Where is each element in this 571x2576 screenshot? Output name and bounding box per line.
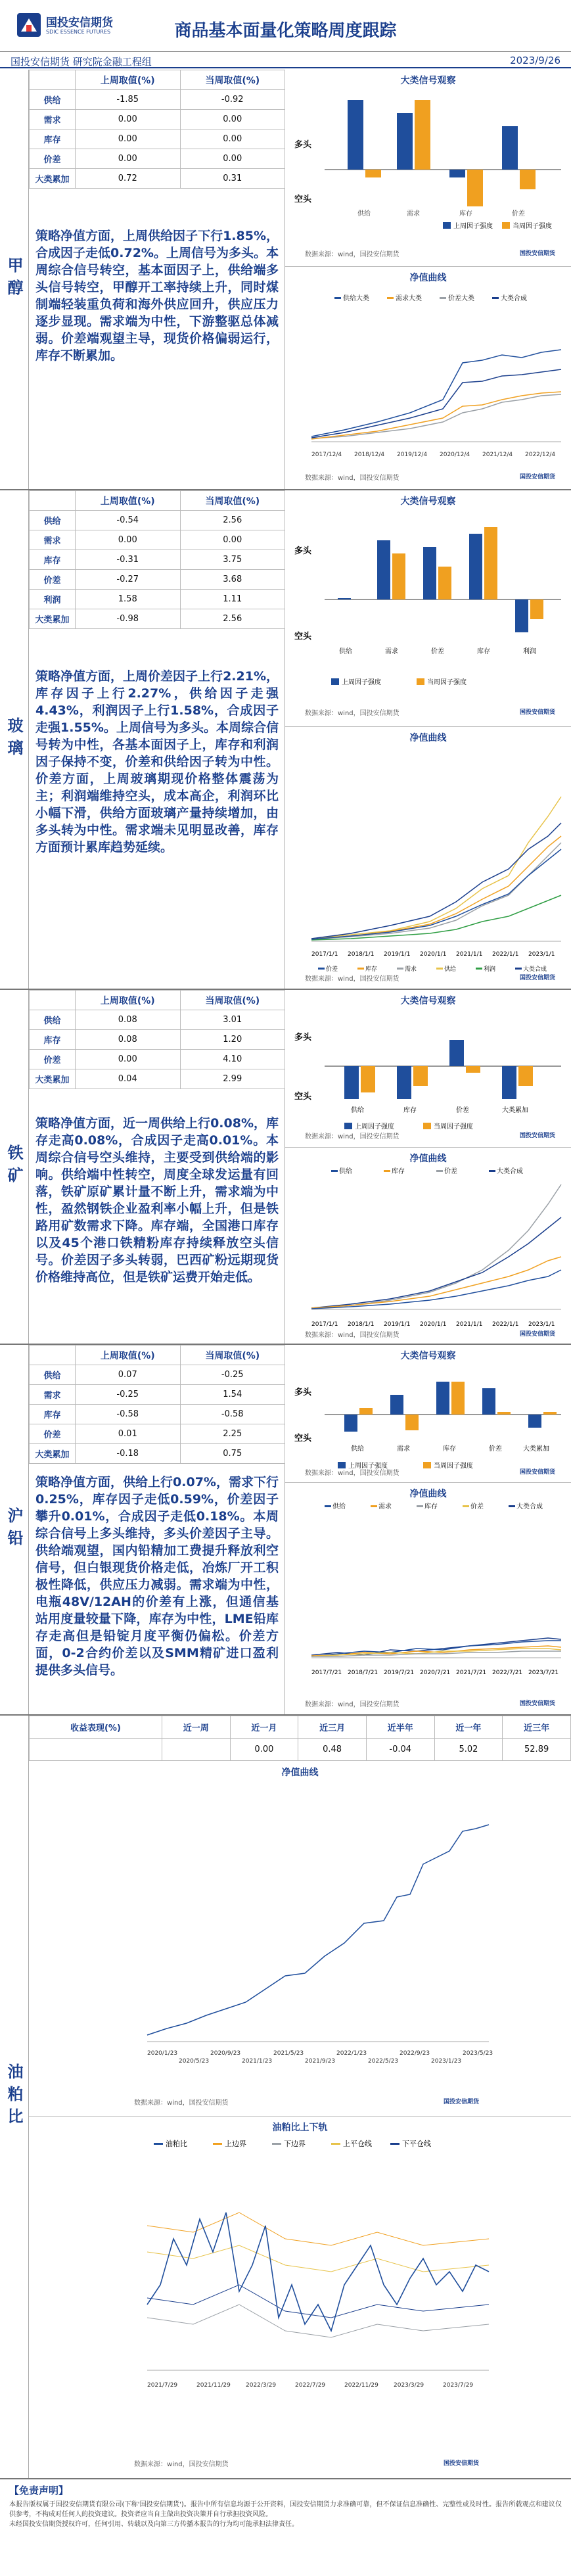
strategy-text: 策略净值方面，近一周供给上行0.08%，库存走高0.08%，合成因子走高0.01%。本周综合信号空头维持，主要受到供给端的影响。供给端中性转空，周度全球发运量有回落，铁矿原矿累计量不断上升，需求端为中性，盈然钢铁企业盈利率小幅上升，但是铁路用矿数需求下降。库存端，全国港口库存以及45个港口铁精粉库存持续释放空头信号。价差因子多头转弱，巴西矿粉远期现货价格维持高位，但是铁矿运费开始走低。 xyxy=(35,1116,279,1284)
svg-text:利润: 利润 xyxy=(484,966,496,973)
mini-logo: 国投安信期货 xyxy=(443,2460,479,2467)
source-note: 数据来源：wind，国投安信期货 xyxy=(134,2461,229,2468)
section-label: 铁矿 xyxy=(0,990,29,1344)
bar-spread-this xyxy=(520,170,536,189)
bar-chart-svg xyxy=(285,1007,571,1138)
disclaimer-paragraph: 本报告版权属于国投安信期货有限公司(下称'国投安信期货')。报告中所有信息均源于公开资料，国投安信期货力求准确可靠，但不保证信息准确性、完整性或及时性。报告所载观点和建议仅供参考，不构成对任何人的投资建议。投资者应当自主做出投资决策并自行承担投资风险。 xyxy=(9,2501,562,2518)
svg-text:2017/7/21: 2017/7/21 xyxy=(311,1670,342,1676)
svg-text:2021/7/21: 2021/7/21 xyxy=(456,1670,487,1676)
svg-text:2021/1/1: 2021/1/1 xyxy=(456,951,483,958)
svg-text:2017/1/1: 2017/1/1 xyxy=(311,1321,338,1328)
svg-text:供给: 供给 xyxy=(339,648,352,655)
net-value-chart: 净值曲线 供给大类 需求大类 价差大类 大类合成 2017/12/4 2018/12/4 2019/12/4 2020/12/4 2021/12/4 2022/12/4 数据来源：wind，国投安信期货 国投安信期货 xyxy=(285,267,571,490)
signal-bar-chart: 大类信号观察 多头 空头 供给 库存 价差 大类累加 上周因子强度 当周因子强度 数据来源：wind，国投安信期货 国投安信期货 xyxy=(285,990,571,1148)
signal-bar-chart: 大类信号观察 多头 空头 供给 需求 库存 价差 大类累加 上周因子强度 当周因子强度 数据来源：wind，国投安信期货 国投安信期货 xyxy=(285,1345,571,1483)
table-row: 供给 0.08 3.01 xyxy=(30,1010,285,1030)
svg-text:供给: 供给 xyxy=(357,210,371,218)
svg-text:2023/5/23: 2023/5/23 xyxy=(463,2050,493,2057)
svg-text:2017/1/1: 2017/1/1 xyxy=(311,951,338,958)
disclaimer xyxy=(0,2478,571,2576)
svg-text:价差: 价差 xyxy=(444,1168,457,1175)
section-left-panel xyxy=(29,70,285,489)
net-value-chart: 净值曲线 供给 库存 价差 大类合成 2017/1/1 2018/1/1 2019/1/1 2020/1/1 2021/1/1 2022/1/1 2023/1/1 数据来源：wind，国投安信期货 国投安信期货 xyxy=(285,1148,571,1345)
department-label: 国投安信期货 研究院金融工程组 xyxy=(11,56,152,68)
section-left-panel xyxy=(29,490,285,989)
signal-bar-chart: 大类信号观察 多头 空头 供给 需求 库存 价差 上周因子强度 当周因子强度 数据来源：wind，国投安信期货 国投安信期货 xyxy=(285,70,571,267)
signal-table: 上周取值(%) 当周取值(%) 供给 -1.85 -0.92 需求 0.00 0.00 库存 0.00 0.00 价差 0.00 0.00 大类累加 0.72 0.31 xyxy=(29,70,285,189)
table-row: 供给 -1.85 -0.92 xyxy=(30,90,285,110)
mini-logo: 国投安信期货 xyxy=(519,1700,555,1707)
svg-text:2022/9/23: 2022/9/23 xyxy=(400,2050,430,2057)
svg-text:2019/1/1: 2019/1/1 xyxy=(384,951,411,958)
svg-text:大类合成: 大类合成 xyxy=(523,966,547,973)
svg-text:2018/1/1: 2018/1/1 xyxy=(348,1321,375,1328)
svg-text:大类累加: 大类累加 xyxy=(523,1445,549,1453)
svg-text:需求: 需求 xyxy=(385,648,398,655)
svg-text:空头: 空头 xyxy=(294,1092,312,1102)
section-label: 甲醇 xyxy=(0,70,29,489)
svg-text:库存: 库存 xyxy=(459,210,472,218)
svg-text:2021/12/4: 2021/12/4 xyxy=(482,452,513,458)
svg-text:2021/7/29: 2021/7/29 xyxy=(147,2382,178,2389)
bar-demand-last xyxy=(397,113,413,170)
svg-text:供给大类: 供给大类 xyxy=(343,295,369,302)
svg-text:2019/7/21: 2019/7/21 xyxy=(384,1670,415,1676)
bar-chart-svg xyxy=(285,87,571,258)
svg-text:2018/12/4: 2018/12/4 xyxy=(354,452,385,458)
source-note: 数据来源：wind，国投安信期货 xyxy=(134,2099,229,2107)
svg-text:2021/5/23: 2021/5/23 xyxy=(273,2050,304,2057)
svg-text:多头: 多头 xyxy=(294,140,312,150)
oil-signal-chart: 油粕比上下轨 油粕比 上边界 下边界 上平仓线 下平仓线 2021/7/29 2021/11/29 2022/3/29 2022/7/29 2022/11/29 2023/3/29 2023/7/29 数据来源：wind，国投安信期货 国投安信期货 xyxy=(29,2117,571,2478)
section-lead xyxy=(0,1345,571,1716)
signal-bar-chart: 大类信号观察 多头 空头 供给 需求 价差 库存 利润 上周因子强度 当周因子强度 数据来源：wind，国投安信期货 国投安信期货 xyxy=(285,490,571,727)
bar-chart-svg xyxy=(285,507,571,718)
company-name-en: SDIC ESSENCE FUTURES xyxy=(46,29,111,35)
section-label: 沪铅 xyxy=(0,1345,29,1714)
svg-text:需求: 需求 xyxy=(407,210,420,218)
svg-text:上平仓线: 上平仓线 xyxy=(343,2140,372,2148)
bar-supply-last xyxy=(348,100,363,170)
section-iron-ore xyxy=(0,990,571,1345)
svg-text:需求大类: 需求大类 xyxy=(396,295,422,302)
section-right-panel xyxy=(285,1345,571,1714)
table-row: 收益表现(%) 近一周 近一月 近三月 近半年 近一年 近三年 xyxy=(30,1716,571,1739)
signal-table: 上周取值(%) 当周取值(%) 供给 0.07 -0.25 需求 -0.25 1.54 库存 -0.58 -0.58 价差 0.01 2.25 大类累加 -0.18 0.75 xyxy=(29,1345,285,1464)
svg-text:大类合成: 大类合成 xyxy=(516,1503,543,1510)
svg-text:下边界: 下边界 xyxy=(284,2140,306,2148)
section-oil-meal-ratio xyxy=(0,1716,571,2478)
svg-text:上周因子强度: 上周因子强度 xyxy=(355,1123,394,1131)
mini-logo: 国投安信期货 xyxy=(519,474,555,480)
svg-text:价差: 价差 xyxy=(512,210,525,218)
source-note: 数据来源：wind，国投安信期货 xyxy=(305,1133,400,1140)
bar-supply-this xyxy=(365,170,381,177)
report-date: 2023/9/26 xyxy=(510,55,560,66)
svg-text:2023/3/29: 2023/3/29 xyxy=(394,2382,424,2389)
svg-text:供给: 供给 xyxy=(332,1503,346,1510)
table-row: 库存 0.00 0.00 xyxy=(30,129,285,149)
svg-text:2017/12/4: 2017/12/4 xyxy=(311,452,342,458)
svg-text:上周因子强度: 上周因子强度 xyxy=(348,1463,388,1470)
bar-chart-svg xyxy=(285,1362,571,1477)
svg-text:2023/1/23: 2023/1/23 xyxy=(431,2058,462,2065)
source-note: 数据来源：wind，国投安信期货 xyxy=(305,710,400,717)
svg-text:2020/1/1: 2020/1/1 xyxy=(420,951,447,958)
section-label: 玻璃 xyxy=(0,490,29,989)
svg-text:2022/7/21: 2022/7/21 xyxy=(492,1670,523,1676)
bar-demand-this xyxy=(415,100,430,170)
section-left-panel xyxy=(29,990,285,1344)
signal-table: 上周取值(%) 当周取值(%) 供给 -0.54 2.56 需求 0.00 0.00 库存 -0.31 3.75 价差 -0.27 3.68 利润 1.58 1.11 大类累加 -0.98 2.56 xyxy=(29,490,285,629)
mini-logo: 国投安信期货 xyxy=(443,2099,479,2105)
svg-text:下平仓线: 下平仓线 xyxy=(402,2140,431,2148)
svg-text:当周因子强度: 当周因子强度 xyxy=(513,223,552,230)
svg-text:库存: 库存 xyxy=(443,1445,456,1453)
svg-text:当周因子强度: 当周因子强度 xyxy=(427,679,467,686)
svg-text:2020/5/23: 2020/5/23 xyxy=(179,2058,210,2065)
svg-text:空头: 空头 xyxy=(294,195,312,204)
source-note: 数据来源：wind，国投安信期货 xyxy=(305,975,400,983)
svg-text:价差大类: 价差大类 xyxy=(448,295,474,302)
table-row: 大类累加 0.04 2.99 xyxy=(30,1069,285,1089)
table-row: 价差 0.00 0.00 xyxy=(30,149,285,169)
strategy-text: 策略净值方面，上周供给因子下行1.85%，合成因子走低0.72%。上周信号为多头。本周综合信号转空，基本面因子上，供给端多头信号转空，甲醇开工率持续上升，同时煤制端轻装重负荷和海外供应回升，供应压力逐步显现。需求端为中性，下游整驱总体减弱。价差端观望主导，现货价格偏弱运行，库存不断累加。 xyxy=(35,229,279,363)
table-row: 需求 0.00 0.00 xyxy=(30,530,285,550)
svg-text:2022/1/1: 2022/1/1 xyxy=(492,951,519,958)
svg-text:库存: 库存 xyxy=(365,966,378,973)
net-chart-svg xyxy=(285,1165,571,1342)
table-row: 价差 0.01 2.25 xyxy=(30,1424,285,1444)
svg-text:2018/7/21: 2018/7/21 xyxy=(348,1670,378,1676)
svg-text:价差: 价差 xyxy=(456,1107,469,1114)
performance-table xyxy=(29,1716,571,1761)
svg-text:库存: 库存 xyxy=(477,648,490,655)
svg-text:2021/11/29: 2021/11/29 xyxy=(196,2382,231,2389)
mini-logo: 国投安信期货 xyxy=(519,1331,555,1338)
svg-text:上边界: 上边界 xyxy=(225,2140,246,2148)
section-left-panel xyxy=(29,1345,285,1714)
net-chart-svg xyxy=(285,744,571,987)
svg-text:多头: 多头 xyxy=(294,546,312,556)
svg-text:空头: 空头 xyxy=(294,1434,312,1443)
bar-spread-last xyxy=(502,126,518,170)
net-chart-svg xyxy=(285,1500,571,1710)
svg-text:价差: 价差 xyxy=(489,1445,502,1453)
table-row: 价差 0.00 4.10 xyxy=(30,1050,285,1069)
svg-text:2022/1/1: 2022/1/1 xyxy=(492,1321,519,1328)
table-row: 库存 -0.31 3.75 xyxy=(30,550,285,570)
disclaimer-paragraph: 未经国投安信期货授权许可，任何引用、转载以及向第三方传播本报告的行为均可能承担法律责任。 xyxy=(9,2521,298,2528)
section-right-panel xyxy=(285,990,571,1344)
table-row: 价差 -0.27 3.68 xyxy=(30,570,285,590)
company-name: 国投安信期货 xyxy=(46,16,113,30)
svg-text:2019/1/1: 2019/1/1 xyxy=(384,1321,411,1328)
table-row: 大类累加 -0.18 0.75 xyxy=(30,1444,285,1464)
table-row: 库存 0.08 1.20 xyxy=(30,1030,285,1050)
strategy-text: 策略净值方面，上周价差因子上行2.21%，库存因子上行2.27%，供给因子走强4.43%，利润因子上行1.58%，合成因子走强1.55%。上周信号为多头。本周综合信号转为中性，各基本面因子上，库存和利润因子保持不变，价差和供给因子转为中性。价差方面，上周玻璃期现价格整体震荡为主；利润端维持空头，成本高企，利润环比小幅下滑，供给方面玻璃产量持续增加，由多头转为中性。需求端未见明显改善，库存方面预计累库趋势延续。 xyxy=(35,669,279,855)
section-glass xyxy=(0,490,571,990)
disclaimer-title: 【免责声明】 xyxy=(9,2485,69,2496)
table-row: 0.00 0.48 -0.04 5.02 52.89 xyxy=(30,1739,571,1761)
svg-text:大类合成: 大类合成 xyxy=(497,1168,523,1175)
svg-text:利润: 利润 xyxy=(523,648,536,655)
source-note: 数据来源：wind，国投安信期货 xyxy=(305,475,400,482)
svg-text:当周因子强度: 当周因子强度 xyxy=(434,1463,473,1470)
svg-text:库存: 库存 xyxy=(392,1168,405,1175)
page-header xyxy=(0,0,571,58)
mini-logo: 国投安信期货 xyxy=(519,1469,555,1476)
svg-text:2019/12/4: 2019/12/4 xyxy=(397,452,428,458)
source-note: 数据来源：wind，国投安信期货 xyxy=(305,1470,400,1477)
svg-text:2023/7/29: 2023/7/29 xyxy=(443,2382,474,2389)
table-row: 大类累加 -0.98 2.56 xyxy=(30,609,285,629)
svg-text:2021/1/23: 2021/1/23 xyxy=(242,2058,273,2065)
svg-text:2022/7/29: 2022/7/29 xyxy=(295,2382,326,2389)
svg-text:需求: 需求 xyxy=(397,1445,410,1453)
svg-text:2020/1/23: 2020/1/23 xyxy=(147,2050,178,2057)
sub-header-bar xyxy=(0,51,571,68)
mini-logo: 国投安信期货 xyxy=(519,709,555,716)
section-label: 油粕比 xyxy=(0,1716,29,2478)
section-right-panel xyxy=(285,490,571,989)
strategy-text: 策略净值方面，供给上行0.07%，需求下行0.25%，库存因子走低0.59%，价差因子攀升0.01%，合成因子走低0.18%。本周综合信号上多头维持，多头价差因子主导。供给端观望，国内铅精加工费提升释放利空信号，但白银现货价格走低，冶炼厂开工积极性降低，供应压力减弱。需求端为中性，电瓶48V/12AH的价差有上涨，但通信基站用度量较量下降，库存为中性，LME铅库存走高但是铅锭月度平衡仍偏松。价差方面，0-2合约价差以及SMM精矿进口盈利提供多头信号。 xyxy=(35,1475,279,1677)
bar-inventory-this xyxy=(467,170,483,206)
svg-text:供给: 供给 xyxy=(351,1445,364,1453)
svg-text:多头: 多头 xyxy=(294,1033,312,1042)
svg-text:大类累加: 大类累加 xyxy=(502,1107,528,1114)
svg-text:供给: 供给 xyxy=(444,966,457,973)
oil-net-chart-svg xyxy=(29,1779,571,2107)
svg-text:2020/1/1: 2020/1/1 xyxy=(420,1321,447,1328)
svg-text:多头: 多头 xyxy=(294,1388,312,1397)
section-right-panel xyxy=(285,70,571,489)
svg-text:2022/11/29: 2022/11/29 xyxy=(344,2382,378,2389)
svg-text:2022/5/23: 2022/5/23 xyxy=(368,2058,399,2065)
svg-text:大类合成: 大类合成 xyxy=(501,295,527,302)
source-note: 数据来源：wind，国投安信期货 xyxy=(305,1332,400,1339)
svg-text:2022/3/29: 2022/3/29 xyxy=(246,2382,277,2389)
mini-logo: 国投安信期货 xyxy=(519,250,555,257)
table-row: 大类累加 0.72 0.31 xyxy=(30,169,285,189)
svg-text:2023/7/21: 2023/7/21 xyxy=(528,1670,559,1676)
table-row: 需求 -0.25 1.54 xyxy=(30,1385,285,1405)
svg-text:2023/1/1: 2023/1/1 xyxy=(528,1321,555,1328)
source-note: 数据来源：wind，国投安信期货 xyxy=(305,251,400,258)
section-methanol xyxy=(0,70,571,490)
svg-text:2018/1/1: 2018/1/1 xyxy=(348,951,375,958)
svg-text:2023/1/1: 2023/1/1 xyxy=(528,951,555,958)
net-chart-svg xyxy=(285,284,571,481)
mini-logo: 国投安信期货 xyxy=(519,1133,555,1139)
svg-text:2022/12/4: 2022/12/4 xyxy=(525,452,556,458)
svg-text:价差: 价差 xyxy=(431,648,444,655)
table-row: 利润 1.58 1.11 xyxy=(30,590,285,609)
svg-text:需求: 需求 xyxy=(405,966,417,973)
page-title: 商品基本面量化策略周度跟踪 xyxy=(174,21,397,41)
table-row: 供给 -0.54 2.56 xyxy=(30,511,285,530)
mini-logo: 国投安信期货 xyxy=(519,975,555,981)
source-note: 数据来源：wind，国投安信期货 xyxy=(305,1701,400,1708)
svg-text:2021/1/1: 2021/1/1 xyxy=(456,1321,483,1328)
table-row: 需求 0.00 0.00 xyxy=(30,110,285,129)
svg-text:空头: 空头 xyxy=(294,632,312,642)
svg-text:上周因子强度: 上周因子强度 xyxy=(453,223,493,230)
svg-text:上周因子强度: 上周因子强度 xyxy=(342,679,381,686)
net-value-chart: 净值曲线 2017/1/1 2018/1/1 2019/1/1 2020/1/1 2021/1/1 2022/1/1 2023/1/1 价差 库存 需求 供给 利润 大类合成 数据来源：wind，国投安信期货 国投安信期货 xyxy=(285,727,571,990)
svg-text:需求: 需求 xyxy=(378,1503,392,1510)
svg-text:2022/1/23: 2022/1/23 xyxy=(336,2050,367,2057)
net-value-chart: 净值曲线 供给 需求 库存 价差 大类合成 2017/7/21 2018/7/21 2019/7/21 2020/7/21 2021/7/21 2022/7/21 2023/7/21 数据来源：wind，国投安信期货 国投安信期货 xyxy=(285,1483,571,1716)
svg-text:2020/9/23: 2020/9/23 xyxy=(210,2050,241,2057)
svg-text:价差: 价差 xyxy=(470,1503,484,1510)
svg-text:当周因子强度: 当周因子强度 xyxy=(434,1123,473,1131)
oil-signal-chart-svg xyxy=(29,2134,571,2469)
svg-text:库存: 库存 xyxy=(424,1503,438,1510)
svg-text:2020/12/4: 2020/12/4 xyxy=(440,452,470,458)
table-row: 供给 0.07 -0.25 xyxy=(30,1365,285,1385)
table-row: 库存 -0.58 -0.58 xyxy=(30,1405,285,1424)
svg-text:2021/9/23: 2021/9/23 xyxy=(305,2058,336,2065)
svg-text:供给: 供给 xyxy=(351,1107,364,1114)
oil-net-value-chart: 净值曲线 2020/1/23 2020/5/23 2020/9/23 2021/1/23 2021/5/23 2021/9/23 2022/1/23 2022/5/23 2022/9/23 2023/1/23 2023/5/23 数据来源：wind，国投安信期货 国投安信期货 xyxy=(29,1762,571,2117)
svg-text:2020/7/21: 2020/7/21 xyxy=(420,1670,451,1676)
svg-text:供给: 供给 xyxy=(339,1168,352,1175)
signal-table: 上周取值(%) 当周取值(%) 供给 0.08 3.01 库存 0.08 1.20 价差 0.00 4.10 大类累加 0.04 2.99 xyxy=(29,990,285,1089)
svg-text:油粕比: 油粕比 xyxy=(166,2140,187,2148)
svg-text:库存: 库存 xyxy=(403,1107,417,1114)
bar-inventory-last xyxy=(449,170,465,177)
svg-text:价差: 价差 xyxy=(326,966,338,973)
